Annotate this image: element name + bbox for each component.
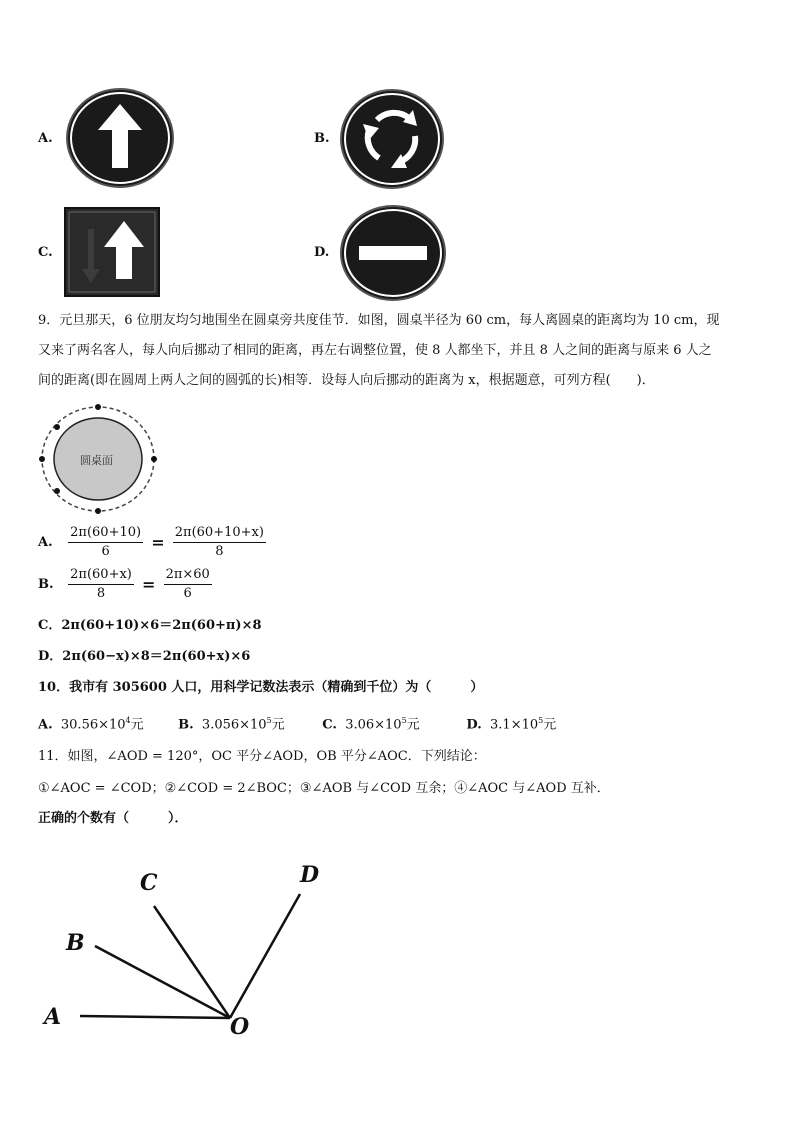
equals-sign: =: [151, 533, 165, 552]
q10-options: [38, 710, 586, 736]
fraction: [173, 524, 266, 561]
q10-a-unit: 元: [130, 717, 144, 733]
point-o-label: O: [230, 1014, 250, 1040]
q10-option-a: [38, 710, 174, 736]
point-b-label: B: [66, 930, 85, 956]
q9-line-3: 间的距离(即在圆周上两人之间的圆弧的长)相等．设每人向后挪动的距离为 x，根据题意，可列方程( )．: [38, 373, 655, 388]
option-b-label: B.: [314, 131, 330, 146]
q10-a-label: A.: [38, 717, 53, 733]
option-d-label: D.: [314, 245, 330, 260]
numerator: 2π(60+10+x): [173, 524, 266, 543]
point-a-label: A: [44, 1004, 62, 1030]
q10-d-exp: 5: [538, 716, 544, 725]
q10-b-unit: 元: [271, 717, 285, 733]
numerator: 2π×60: [164, 566, 212, 585]
straight-ahead-arrow-icon: [64, 86, 176, 190]
ray-od: [230, 894, 300, 1018]
fraction: [68, 524, 143, 561]
denominator: 6: [101, 544, 110, 559]
q10-b-exp: 5: [266, 716, 272, 725]
q10-d-base: 3.1×10: [490, 717, 539, 733]
ray-oc: [154, 906, 230, 1018]
q10-b-base: 3.056×10: [201, 717, 267, 733]
q10-a-base: 30.56×10: [60, 717, 126, 733]
numerator: 2π(60+x): [68, 566, 134, 585]
q10-c-unit: 元: [406, 717, 420, 733]
q9-option-b-label: B.: [38, 577, 54, 592]
point-d-label: D: [300, 862, 320, 888]
q10-option-d: [466, 710, 586, 736]
square-up-arrow-icon: [64, 207, 160, 297]
q9-option-c: C．2π(60+10)×6＝2π(60+π)×8: [38, 618, 262, 633]
q10-d-unit: 元: [543, 717, 557, 733]
q10-stem: 10．我市有 305600 人口，用科学记数法表示（精确到千位）为（ ）: [38, 680, 484, 695]
numerator: 2π(60+10): [68, 524, 143, 543]
ray-oa: [80, 1016, 230, 1018]
denominator: 6: [183, 586, 192, 601]
q11-conclusions: ①∠AOC = ∠COD；②∠COD = 2∠BOC；③∠AOB 与∠COD 互余；④∠AOC 与∠AOD 互补．: [38, 781, 610, 796]
no-entry-icon: [339, 204, 447, 302]
table-label: 圆桌面: [80, 454, 113, 467]
denominator: 8: [215, 544, 224, 559]
q10-c-label: C.: [322, 717, 337, 733]
q9-line-2: 又来了两名客人，每人向后挪动了相同的距离，再左右调整位置，使 8 人都坐下，并且 8 人之间的距离与原来 6 人之: [38, 343, 712, 358]
option-a-label: A.: [38, 131, 53, 146]
q9-option-a: [38, 524, 266, 561]
fraction: [164, 566, 212, 603]
q9-option-b: [38, 566, 212, 603]
q10-c-exp: 5: [401, 716, 407, 725]
q10-option-b: [178, 710, 318, 736]
q10-option-c: [322, 710, 462, 736]
q10-d-label: D.: [466, 717, 482, 733]
q9-line-1: 9．元旦那天，6 位朋友均匀地围坐在圆桌旁共度佳节．如图，圆桌半径为 60 cm，每人离圆桌的距离均为 10 cm，现: [38, 313, 720, 328]
denominator: 8: [96, 586, 106, 601]
equals-sign: =: [142, 575, 156, 594]
q11-stem: 11．如图，∠AOD = 120°，OC 平分∠AOD，OB 平分∠AOC．下列结论：: [38, 749, 486, 764]
q10-c-base: 3.06×10: [345, 717, 402, 733]
q9-option-d: D．2π(60−x)×8＝2π(60+x)×6: [38, 649, 251, 664]
q11-ask: 正确的个数有（ ）．: [38, 811, 188, 826]
q10-a-exp: 4: [125, 716, 131, 725]
fraction: [68, 566, 134, 603]
q9-option-a-label: A.: [38, 535, 53, 550]
roundabout-icon: [339, 88, 445, 190]
option-c-label: C.: [38, 245, 53, 260]
question-9: [38, 310, 768, 392]
q10-b-label: B.: [178, 717, 194, 733]
ray-ob: [95, 946, 230, 1018]
point-c-label: C: [140, 870, 158, 896]
